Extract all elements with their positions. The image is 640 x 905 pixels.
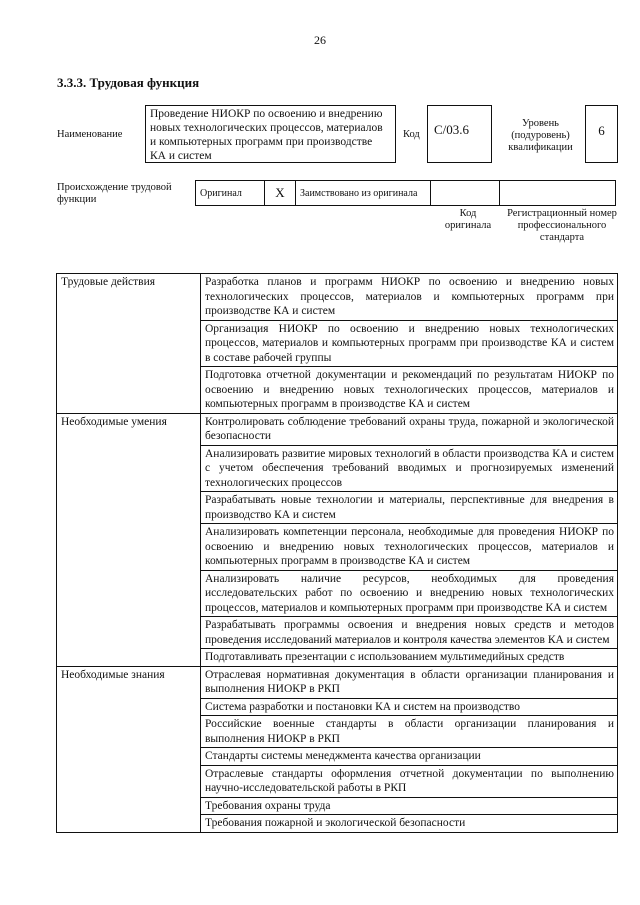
function-name-value: Проведение НИОКР по освоению и внедрению новых технологических процессов, материалов и компьютерных программ при производстве КА и систем bbox=[145, 105, 396, 163]
origin-code-cell bbox=[431, 181, 500, 206]
category-cell: Необходимые знания bbox=[57, 666, 201, 832]
description-cell: Подготовка отчетной документации и рекомендаций по результатам НИОКР по освоению и внедрению новых технологических процессов, материалов и компьютерных программ в производстве КА и систем bbox=[201, 367, 618, 414]
code-label: Код bbox=[403, 129, 420, 140]
description-cell: Стандарты системы менеджмента качества организации bbox=[201, 748, 618, 766]
description-cell: Требования пожарной и экологической безопасности bbox=[201, 815, 618, 833]
category-cell: Необходимые умения bbox=[57, 413, 201, 666]
original-mark: X bbox=[265, 181, 296, 206]
qualification-label: Уровень (подуровень) квалификации bbox=[508, 118, 573, 153]
qualification-value: 6 bbox=[585, 105, 618, 163]
code-value: С/03.6 bbox=[427, 105, 492, 163]
origin-table bbox=[195, 180, 616, 206]
name-label: Наименование bbox=[57, 129, 123, 140]
origin-code-caption: Код оригинала bbox=[444, 208, 492, 231]
function-details-table bbox=[56, 273, 618, 833]
origin-label: Происхождение трудовой функции bbox=[57, 182, 172, 205]
description-cell: Отраслевая нормативная документация в области организации планирования и выполнения НИОКР в РКП bbox=[201, 666, 618, 698]
description-cell: Контролировать соблюдение требований охраны труда, пожарной и экологической безопасности bbox=[201, 413, 618, 445]
table-row bbox=[57, 274, 618, 321]
description-cell: Разработка планов и программ НИОКР по освоению и внедрению новых технологических процессов, материалов и компьютерных программ при производстве КА и систем bbox=[201, 274, 618, 321]
description-cell: Требования охраны труда bbox=[201, 797, 618, 815]
category-cell: Трудовые действия bbox=[57, 274, 201, 414]
description-cell: Организация НИОКР по освоению и внедрению новых технологических процессов, материалов и компьютерных программ при производстве КА и систем в составе рабочей группы bbox=[201, 320, 618, 367]
description-cell: Отраслевые стандарты оформления отчетной документации по выполнению научно-исследовательской работы в РКП bbox=[201, 765, 618, 797]
section-title: 3.3.3. Трудовая функция bbox=[57, 75, 200, 90]
description-cell: Разрабатывать новые технологии и материалы, перспективные для внедрения в производство КА и систем bbox=[201, 492, 618, 524]
description-cell: Российские военные стандарты в области организации планирования и выполнения НИОКР в РКП bbox=[201, 716, 618, 748]
table-row bbox=[57, 666, 618, 698]
description-cell: Система разработки и постановки КА и систем на производство bbox=[201, 698, 618, 716]
table-row bbox=[57, 413, 618, 445]
borrowed-label: Заимствовано из оригинала bbox=[296, 181, 431, 206]
description-cell: Анализировать развитие мировых технологий в области производства КА и систем с учетом обеспечения требований вводимых и прогнозируемых изменений технологических процессов bbox=[201, 445, 618, 492]
origin-reg-cell bbox=[500, 181, 616, 206]
original-label: Оригинал bbox=[196, 181, 265, 206]
description-cell: Анализировать наличие ресурсов, необходимых для проведения исследовательских работ по освоению и внедрению новых технологических процессов, материалов и компьютерных программ при производстве КА и систем bbox=[201, 570, 618, 617]
origin-reg-caption: Регистрационный номер профессионального стандарта bbox=[507, 208, 617, 243]
description-cell: Разрабатывать программы освоения и внедрения новых средств и методов проведения исследований материалов и контроля качества элементов КА и систем bbox=[201, 617, 618, 649]
description-cell: Подготавливать презентации с использованием мультимедийных средств bbox=[201, 649, 618, 667]
page-number: 26 bbox=[314, 33, 326, 47]
description-cell: Анализировать компетенции персонала, необходимые для проведения НИОКР по освоению и внедрению новых технологических процессов, материалов и компьютерных программ в производстве КА и систем bbox=[201, 524, 618, 571]
